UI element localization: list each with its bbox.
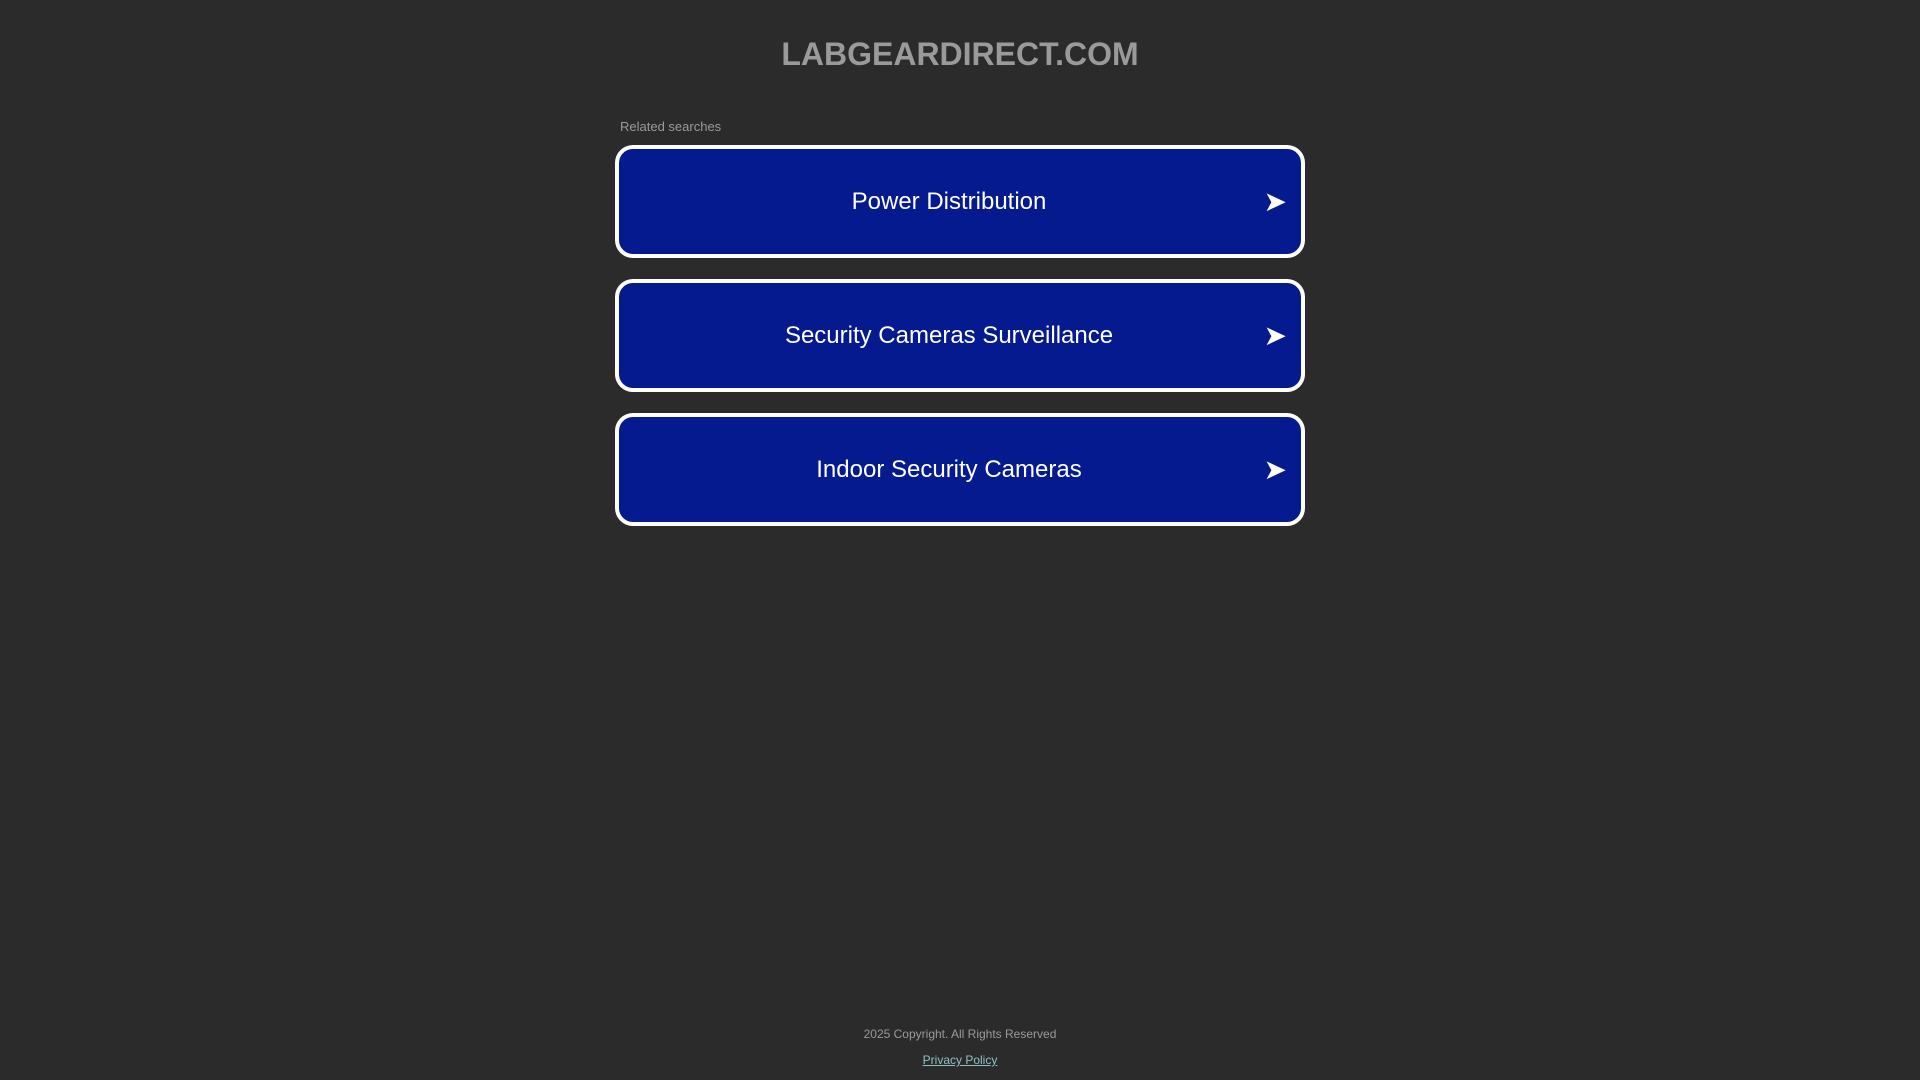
search-item-security-cameras-surveillance[interactable] <box>615 279 1305 392</box>
copyright-text: 2025 Copyright. All Rights Reserved <box>863 1027 1057 1041</box>
arrow-right-icon: ➤ <box>1263 453 1287 486</box>
privacy-policy-link[interactable]: Privacy Policy <box>922 1053 998 1067</box>
search-item-label: Indoor Security Cameras <box>816 456 1082 483</box>
search-item-power-distribution[interactable] <box>615 145 1305 258</box>
arrow-right-icon: ➤ <box>1263 319 1287 352</box>
arrow-right-icon: ➤ <box>1263 185 1287 218</box>
search-item-label: Security Cameras Surveillance <box>784 322 1114 349</box>
privacy-policy <box>0 1053 1920 1067</box>
search-item-indoor-security-cameras[interactable] <box>615 413 1305 526</box>
search-item-label: Power Distribution <box>851 188 1047 215</box>
search-list <box>615 145 1305 526</box>
site-title: LABGEARDIRECT.COM <box>781 36 1139 72</box>
related-searches-label: Related searches <box>620 119 722 134</box>
related-searches <box>615 119 1305 547</box>
